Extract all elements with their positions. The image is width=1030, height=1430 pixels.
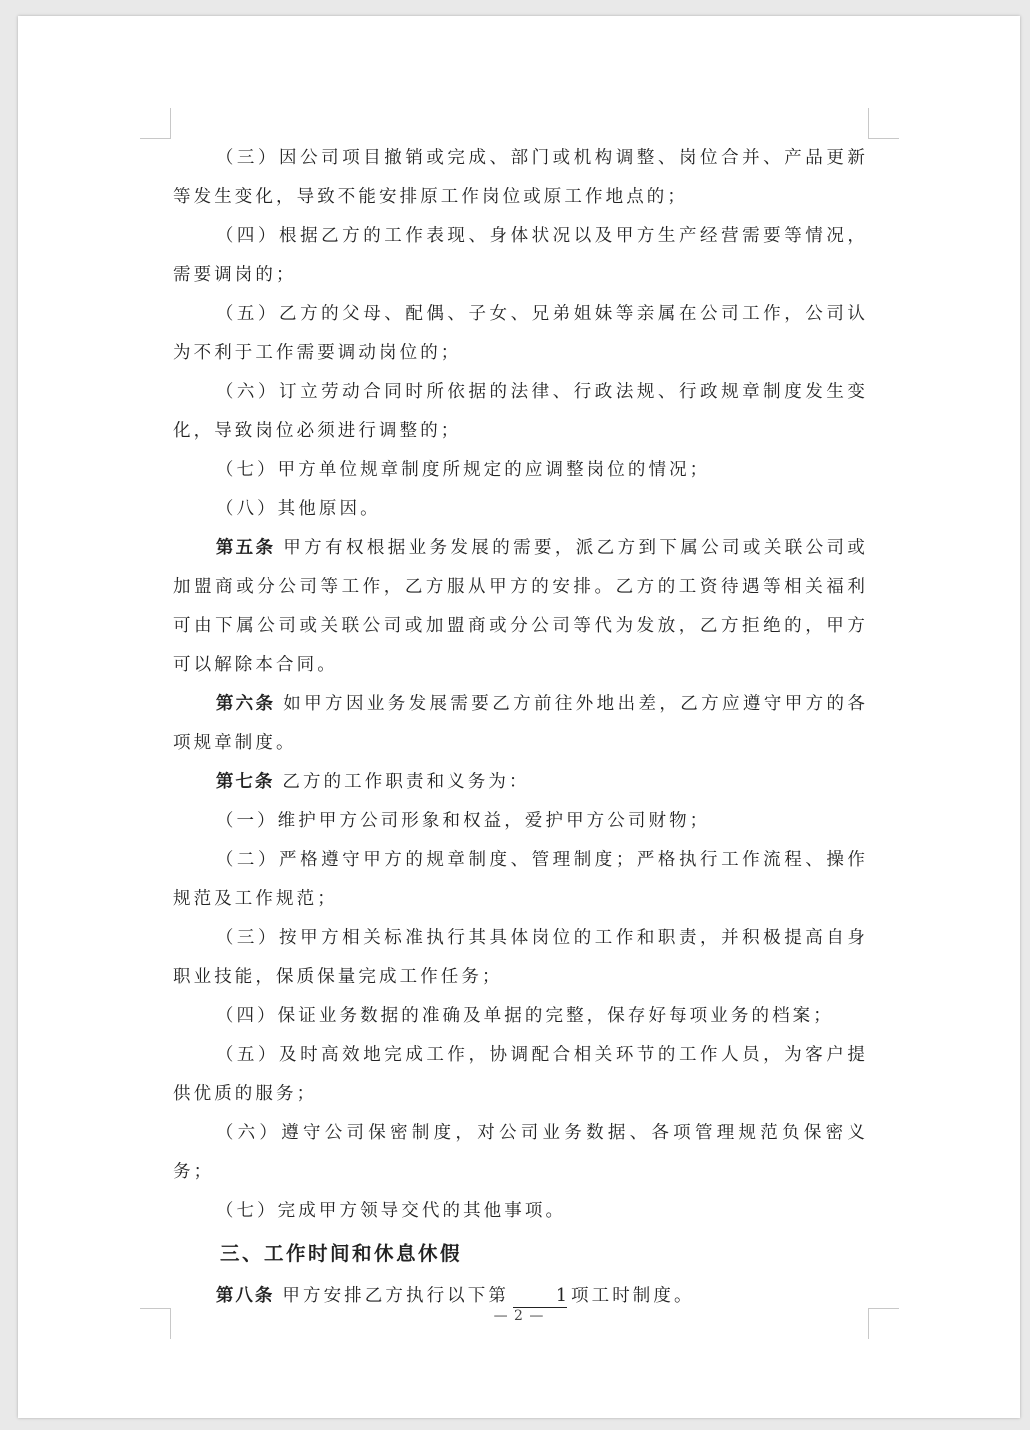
- margin-corner-top-right: [868, 108, 899, 139]
- article-6: [173, 685, 868, 763]
- document-page: [18, 16, 1020, 1418]
- article-6-text: 如甲方因业务发展需要乙方前往外地出差，乙方应遵守甲方的各项规章制度。: [173, 694, 868, 753]
- duty-item-2: （二）严格遵守甲方的规章制度、管理制度；严格执行工作流程、操作规范及工作规范；: [173, 850, 868, 909]
- article-5-label: 第五条: [215, 538, 276, 558]
- work-hours-system-blank: 1: [513, 1285, 567, 1308]
- duty-item-7: （七）完成甲方领导交代的其他事项。: [215, 1201, 567, 1221]
- article-6-label: 第六条: [215, 694, 276, 714]
- clause-item-3: （三）因公司项目撤销或完成、部门或机构调整、岗位合并、产品更新等发生变化，导致不能安排原工作岗位或原工作地点的；: [173, 148, 868, 207]
- clause-item-5: （五）乙方的父母、配偶、子女、兄弟姐妹等亲属在公司工作，公司认为不利于工作需要调动岗位的；: [173, 304, 868, 363]
- document-body: [173, 139, 868, 1316]
- article-5-text: 甲方有权根据业务发展的需要，派乙方到下属公司或关联公司或加盟商或分公司等工作，乙方服从甲方的安排。乙方的工资待遇等相关福利可由下属公司或关联公司或加盟商或分公司等代为发放，乙方拒绝的，甲方可以解除本合同。: [173, 538, 868, 675]
- duty-item-6: （六）遵守公司保密制度，对公司业务数据、各项管理规范负保密义务；: [173, 1123, 868, 1182]
- clause-item-7: （七）甲方单位规章制度所规定的应调整岗位的情况；: [215, 460, 711, 480]
- article-8-text-before: 甲方安排乙方执行以下第: [282, 1286, 509, 1306]
- article-7-text: 乙方的工作职责和义务为：: [282, 772, 530, 792]
- clause-item-6: （六）订立劳动合同时所依据的法律、行政法规、行政规章制度发生变化，导致岗位必须进行调整的；: [173, 382, 868, 441]
- page-number: — 2 —: [493, 1308, 545, 1324]
- duty-item-5: （五）及时高效地完成工作，协调配合相关环节的工作人员，为客户提供优质的服务；: [173, 1045, 868, 1104]
- clause-item-8: （八）其他原因。: [215, 499, 381, 519]
- duty-item-1: （一）维护甲方公司形象和权益，爱护甲方公司财物；: [215, 811, 711, 831]
- duty-item-3: （三）按甲方相关标准执行其具体岗位的工作和职责，并积极提高自身职业技能，保质保量完成工作任务；: [173, 928, 868, 987]
- margin-corner-top-left: [140, 108, 171, 139]
- article-8-text-after: 项工时制度。: [571, 1286, 695, 1306]
- article-7-label: 第七条: [215, 772, 275, 792]
- section-heading: 三、工作时间和休息休假: [220, 1242, 463, 1265]
- article-8-label: 第八条: [215, 1286, 275, 1306]
- duty-item-4: （四）保证业务数据的准确及单据的完整，保存好每项业务的档案；: [215, 1006, 834, 1026]
- clause-item-4: （四）根据乙方的工作表现、身体状况以及甲方生产经营需要等情况，需要调岗的；: [173, 226, 868, 285]
- article-7: [173, 763, 868, 802]
- article-5: [173, 529, 868, 685]
